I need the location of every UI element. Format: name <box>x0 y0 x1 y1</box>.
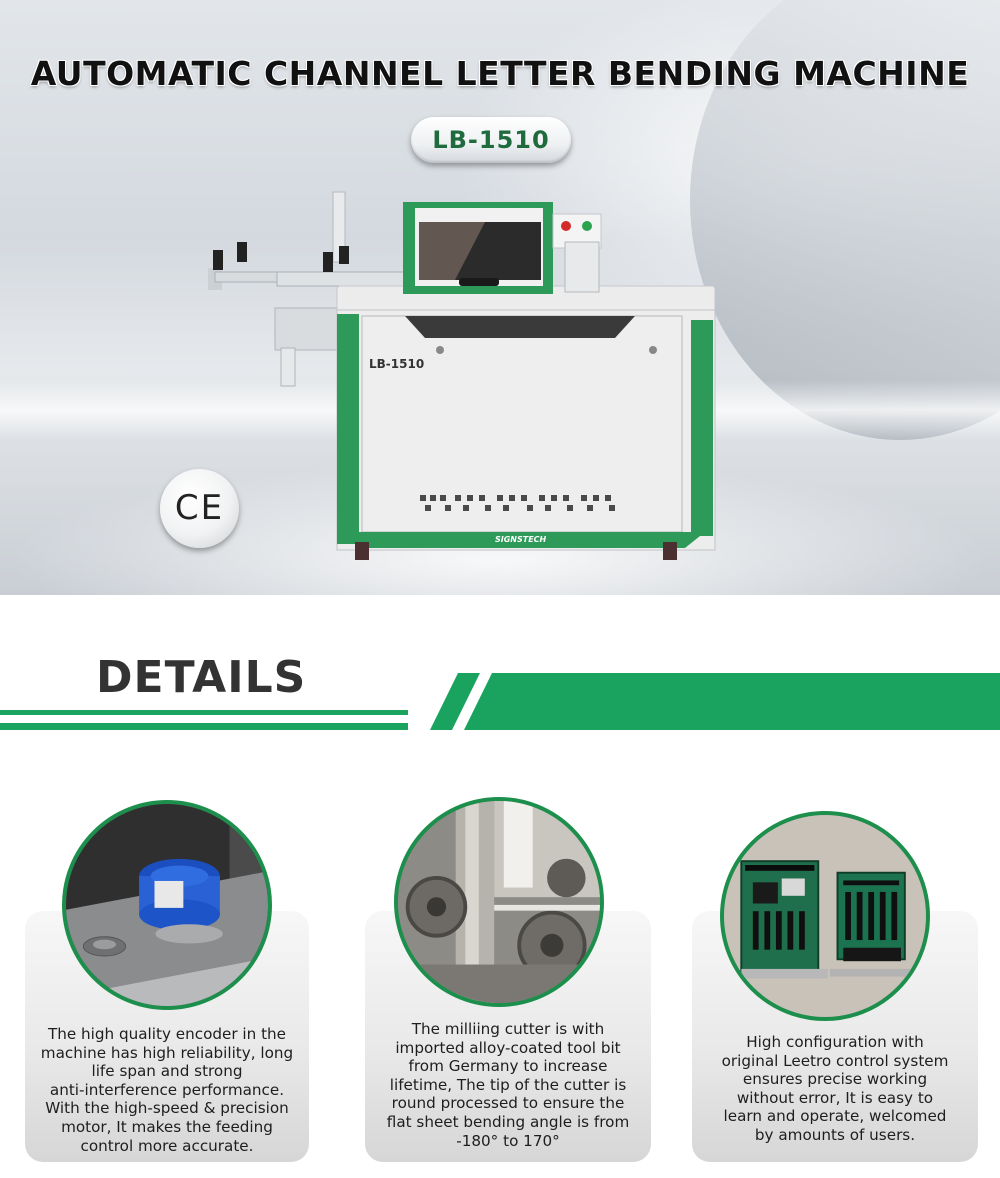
text-line: With the high-speed & precision <box>45 1099 289 1118</box>
control-board-photo <box>720 811 930 1021</box>
text-line: lifetime, The tip of the cutter is <box>389 1075 627 1094</box>
control-board-image <box>724 815 926 1017</box>
text-line: The high quality encoder in the <box>47 1025 287 1043</box>
feature-text-milling-cutter <box>365 1020 651 1150</box>
milling-cutter-photo <box>394 797 604 1007</box>
details-heading: DETAILS <box>96 652 307 703</box>
machine-illustration <box>205 180 725 570</box>
feature-text-control-system <box>692 1033 978 1145</box>
hero-title: AUTOMATIC CHANNEL LETTER BENDING MACHINE <box>30 54 970 93</box>
text-line: High configuration with <box>746 1033 924 1051</box>
text-line: flat sheet bending angle is from <box>386 1112 630 1131</box>
feature-text-encoder <box>25 1025 309 1155</box>
details-stripe-banner <box>430 673 1000 730</box>
encoder-image <box>66 804 268 1006</box>
text-line: round processed to ensure the <box>391 1094 625 1113</box>
ce-certification-badge: CE <box>160 469 239 548</box>
text-line: from Germany to increase <box>408 1057 608 1076</box>
text-line: anti-interference performance. <box>49 1080 285 1099</box>
divider-line <box>0 710 408 715</box>
brand-label: SIGNSTECH <box>495 535 547 544</box>
milling-cutter-image <box>398 801 600 1003</box>
text-line: without error, It is easy to <box>736 1088 934 1107</box>
machine-label: LB-1510 <box>369 357 425 371</box>
text-line: machine has high reliability, long <box>40 1043 294 1062</box>
text-line: ensures precise working <box>742 1070 928 1089</box>
text-line: motor, It makes the feeding <box>61 1117 273 1136</box>
divider-line-thick <box>0 723 408 730</box>
text-line: The milliing cutter is with <box>411 1020 605 1038</box>
text-line: life span and strong <box>91 1062 243 1081</box>
model-badge: LB-1510 <box>411 117 571 163</box>
text-line: learn and operate, welcomed <box>723 1107 947 1126</box>
text-line: imported alloy-coated tool bit <box>395 1038 621 1057</box>
text-line: original Leetro control system <box>721 1051 949 1070</box>
text-line: by amounts of users. <box>754 1125 916 1144</box>
text-line: control more accurate. <box>80 1136 254 1155</box>
encoder-photo <box>62 800 272 1010</box>
text-line: -180° to 170° <box>456 1131 560 1150</box>
